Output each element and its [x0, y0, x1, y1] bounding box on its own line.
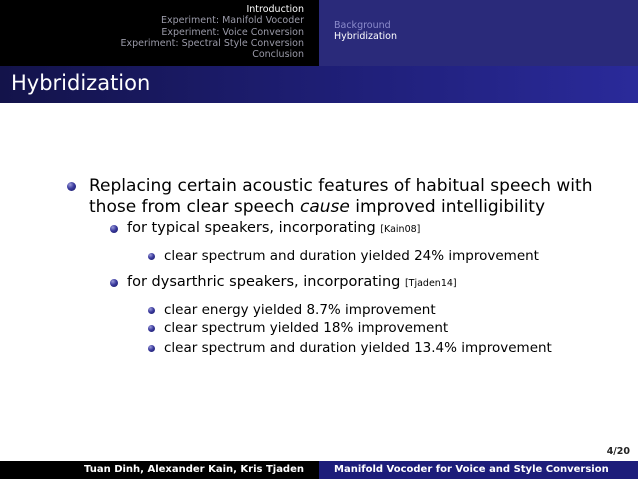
header-navigation: [0, 0, 638, 66]
bullet-icon: [148, 253, 155, 260]
citation-tjaden14: [Tjaden14]: [404, 278, 457, 289]
citation-kain08: [Kain08]: [380, 224, 421, 235]
footer-authors: Tuan Dinh, Alexander Kain, Kris Tjaden: [84, 464, 304, 475]
dysarthric-result-item: clear spectrum yielded 18% improvement: [164, 320, 449, 336]
main-bullet-line-2: [89, 197, 545, 218]
bullet-icon: [110, 225, 118, 233]
bullet-icon: [110, 279, 118, 287]
nav-section-introduction[interactable]: Introduction: [246, 4, 304, 15]
frame-title: Hybridization: [11, 71, 151, 95]
main-bullet-line-1: Replacing certain acoustic features of habitual speech with: [89, 176, 593, 196]
main-bullet-text: those from clear speech: [89, 197, 300, 217]
typical-speakers-text: for typical speakers, incorporating: [127, 220, 381, 236]
nav-section-conclusion[interactable]: Conclusion: [252, 49, 304, 60]
typical-result-item: clear spectrum and duration yielded 24% improvement: [164, 248, 539, 264]
bullet-icon: [67, 182, 76, 191]
bullet-icon: [148, 307, 155, 314]
footer-authors-bar: [0, 461, 319, 479]
typical-speakers-item: [127, 219, 420, 239]
main-bullet-text-end: improved intelligibility: [349, 197, 546, 217]
nav-section-voice-conversion[interactable]: Experiment: Voice Conversion: [161, 27, 304, 38]
frame-title-bar: [0, 66, 638, 103]
nav-section-manifold-vocoder[interactable]: Experiment: Manifold Vocoder: [160, 15, 304, 26]
nav-subsection-background[interactable]: Background: [334, 20, 391, 31]
bullet-icon: [148, 325, 155, 332]
footer-title-bar: [319, 461, 638, 479]
bullet-icon: [148, 345, 155, 352]
dysarthric-result-item: clear spectrum and duration yielded 13.4% improvement: [164, 340, 552, 356]
nav-section-spectral-style-conversion[interactable]: Experiment: Spectral Style Conversion: [120, 38, 304, 49]
emphasis-cause: cause: [299, 197, 350, 217]
dysarthric-speakers-item: [127, 273, 457, 293]
footer-talk-title: Manifold Vocoder for Voice and Style Conversion: [334, 464, 609, 475]
page-number: 4/20: [606, 446, 630, 457]
dysarthric-result-item: clear energy yielded 8.7% improvement: [164, 302, 436, 318]
section-navigation: [0, 0, 319, 66]
nav-subsection-hybridization[interactable]: Hybridization: [334, 31, 398, 42]
subsection-navigation: [319, 0, 638, 66]
dysarthric-speakers-text: for dysarthric speakers, incorporating: [127, 274, 405, 290]
